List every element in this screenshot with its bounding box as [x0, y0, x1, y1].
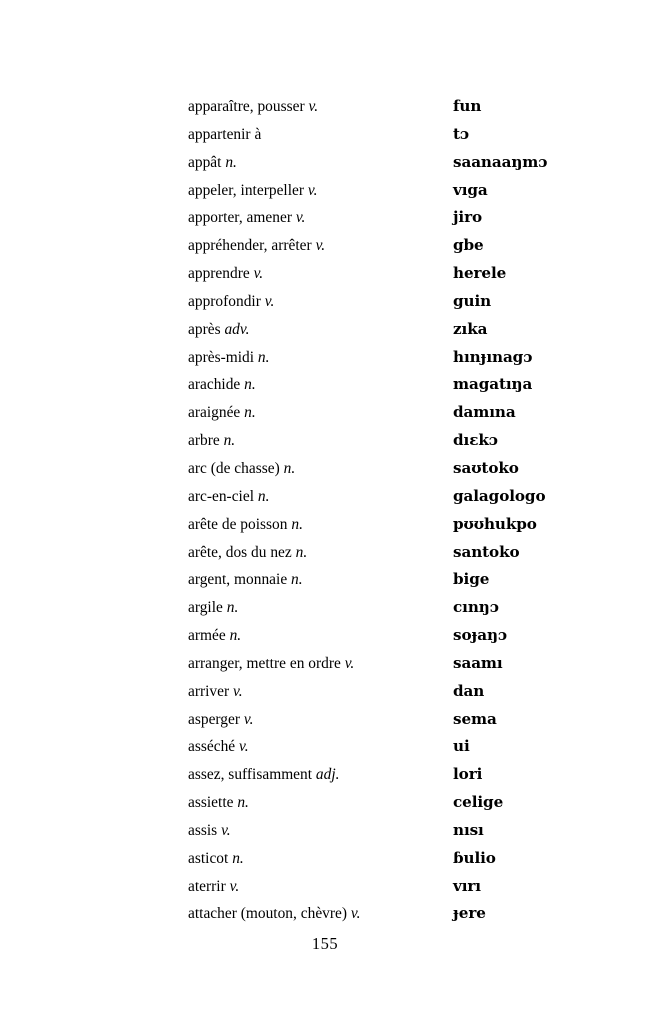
dictionary-entry-row: [188, 149, 588, 177]
dictionary-entry-row: [188, 678, 588, 706]
part-of-speech: n.: [244, 404, 256, 422]
headword-french: [188, 706, 453, 734]
translation-target-language: tɔ: [453, 124, 470, 143]
dictionary-entry-row: [188, 288, 588, 316]
part-of-speech: n.: [244, 376, 256, 394]
part-of-speech: v.: [350, 905, 361, 923]
dictionary-entry-row: [188, 427, 588, 455]
part-of-speech: n.: [291, 571, 303, 589]
part-of-speech: n.: [295, 543, 308, 561]
part-of-speech: n.: [225, 153, 237, 171]
part-of-speech: n.: [257, 348, 270, 366]
headword-french: [188, 121, 453, 149]
headword-french: [188, 149, 453, 177]
translation-target-language: zıka: [453, 319, 488, 338]
part-of-speech: adj.: [315, 766, 340, 784]
dictionary-entry-row: [188, 594, 588, 622]
dictionary-entry-row: [188, 316, 588, 344]
translation-target-language: galagologo: [453, 486, 546, 505]
translation-target-language: dan: [453, 681, 485, 700]
headword-text: attacher (mouton, chèvre): [188, 905, 348, 923]
translation-target-language: ui: [453, 737, 470, 756]
headword-text: argent, monnaie: [188, 571, 288, 589]
dictionary-entry-row: [188, 371, 588, 399]
translation-target-language: herele: [453, 264, 507, 283]
dictionary-entry-row: [188, 260, 588, 288]
headword-text: araignée: [188, 404, 241, 422]
dictionary-entry-row: [188, 121, 588, 149]
headword-french: [188, 483, 453, 511]
part-of-speech: v.: [229, 877, 240, 895]
headword-french: [188, 260, 453, 288]
headword-french: [188, 371, 453, 399]
headword-french: [188, 427, 453, 455]
translation-target-language: hınɟınagɔ: [453, 347, 533, 366]
headword-french: [188, 622, 453, 650]
headword-text: apparaître, pousser: [188, 98, 305, 115]
headword-french: [188, 761, 453, 789]
dictionary-entry-row: [188, 789, 588, 817]
translation-target-language: fun: [453, 97, 482, 115]
translation-target-language: saamı: [453, 653, 503, 672]
headword-text: après: [188, 320, 221, 338]
part-of-speech: v.: [308, 98, 319, 115]
headword-text: arbre: [188, 432, 220, 450]
translation-target-language: nısı: [453, 820, 484, 839]
headword-text: arc (de chasse): [188, 459, 280, 477]
part-of-speech: n.: [223, 432, 236, 450]
headword-french: [188, 288, 453, 316]
dictionary-entry-row: [188, 93, 588, 121]
translation-target-language: cınŋɔ: [453, 598, 499, 617]
headword-french: [188, 817, 453, 845]
dictionary-entry-row: [188, 706, 588, 734]
translation-target-language: damına: [453, 403, 516, 422]
translation-target-language: gbe: [453, 236, 484, 255]
translation-target-language: saanaaŋmɔ: [453, 152, 548, 171]
part-of-speech: v.: [307, 181, 318, 199]
headword-french: [188, 455, 453, 483]
part-of-speech: n.: [257, 487, 270, 505]
headword-text: appréhender, arrêter: [188, 237, 312, 255]
headword-french: [188, 204, 453, 232]
part-of-speech: v.: [253, 265, 264, 283]
translation-target-language: ɓulio: [453, 848, 496, 867]
dictionary-entry-row: [188, 873, 588, 901]
headword-text: argile: [188, 599, 223, 617]
headword-french: [188, 789, 453, 817]
headword-french: [188, 399, 453, 427]
headword-text: arachide: [188, 376, 241, 394]
dictionary-entry-row: [188, 511, 588, 539]
dictionary-entry-list: [188, 93, 588, 928]
dictionary-entry-row: [188, 650, 588, 678]
translation-target-language: sema: [453, 709, 497, 728]
part-of-speech: n.: [283, 459, 296, 477]
part-of-speech: v.: [344, 654, 355, 672]
headword-text: appât: [188, 153, 222, 171]
headword-french: [188, 678, 453, 706]
translation-target-language: vıga: [453, 180, 488, 199]
headword-text: armée: [188, 627, 226, 645]
dictionary-entry-row: [188, 622, 588, 650]
headword-french: [188, 594, 453, 622]
translation-target-language: bige: [453, 570, 490, 589]
headword-text: arranger, mettre en ordre: [188, 654, 341, 672]
dictionary-entry-row: [188, 845, 588, 873]
part-of-speech: v.: [295, 209, 306, 227]
headword-french: [188, 566, 453, 594]
part-of-speech: adv.: [224, 320, 250, 338]
dictionary-entry-row: [188, 761, 588, 789]
headword-text: après-midi: [188, 348, 255, 366]
dictionary-entry-row: [188, 344, 588, 372]
translation-target-language: ɟere: [453, 904, 486, 923]
headword-text: arête, dos du nez: [188, 543, 292, 561]
translation-target-language: jiro: [453, 208, 482, 227]
dictionary-entry-row: [188, 817, 588, 845]
headword-french: [188, 177, 453, 205]
headword-text: appartenir à: [188, 125, 262, 143]
headword-text: apprendre: [188, 265, 250, 283]
headword-text: arriver: [188, 682, 230, 700]
part-of-speech: v.: [221, 821, 231, 839]
part-of-speech: v.: [233, 682, 243, 700]
translation-target-language: celige: [453, 793, 504, 812]
dictionary-entry-row: [188, 177, 588, 205]
headword-french: [188, 845, 453, 873]
dictionary-entry-row: [188, 204, 588, 232]
dictionary-entry-row: [188, 900, 588, 928]
translation-target-language: dıɛkɔ: [453, 431, 498, 450]
headword-text: assis: [188, 821, 218, 839]
part-of-speech: n.: [229, 627, 242, 645]
headword-french: [188, 733, 453, 761]
headword-text: apporter, amener: [188, 209, 292, 227]
dictionary-entry-row: [188, 733, 588, 761]
part-of-speech: n.: [291, 515, 303, 533]
part-of-speech: n.: [232, 849, 244, 867]
headword-french: [188, 93, 453, 121]
dictionary-entry-row: [188, 483, 588, 511]
translation-target-language: guin: [453, 291, 492, 310]
translation-target-language: santoko: [453, 542, 520, 561]
translation-target-language: vırı: [453, 876, 481, 895]
headword-text: arête de poisson: [188, 515, 288, 533]
translation-target-language: saʊtoko: [453, 458, 519, 477]
dictionary-entry-row: [188, 399, 588, 427]
headword-text: asperger: [188, 710, 241, 728]
headword-french: [188, 511, 453, 539]
part-of-speech: n.: [237, 794, 249, 812]
part-of-speech: v.: [239, 738, 249, 756]
headword-text: appeler, interpeller: [188, 181, 305, 199]
translation-target-language: pʊʊhukpo: [453, 514, 537, 533]
part-of-speech: n.: [226, 599, 239, 617]
headword-french: [188, 539, 453, 567]
headword-french: [188, 232, 453, 260]
part-of-speech: v.: [243, 710, 254, 728]
dictionary-entry-row: [188, 455, 588, 483]
headword-french: [188, 650, 453, 678]
headword-text: asséché: [188, 738, 236, 756]
headword-french: [188, 873, 453, 901]
headword-french: [188, 344, 453, 372]
headword-text: asticot: [188, 849, 229, 867]
translation-target-language: lori: [453, 765, 483, 784]
headword-french: [188, 316, 453, 344]
headword-text: approfondir: [188, 292, 261, 310]
dictionary-entry-row: [188, 539, 588, 567]
translation-target-language: magatıŋa: [453, 375, 533, 394]
headword-french: [188, 900, 453, 928]
translation-target-language: soɟaŋɔ: [453, 626, 508, 645]
page-number: 155: [311, 934, 339, 953]
headword-text: aterrir: [188, 877, 226, 895]
headword-text: assiette: [188, 794, 234, 812]
dictionary-entry-row: [188, 232, 588, 260]
headword-text: assez, suffisamment: [188, 766, 313, 784]
dictionary-entry-row: [188, 566, 588, 594]
headword-text: arc-en-ciel: [188, 487, 254, 505]
part-of-speech: v.: [315, 237, 326, 255]
part-of-speech: v.: [264, 292, 275, 310]
